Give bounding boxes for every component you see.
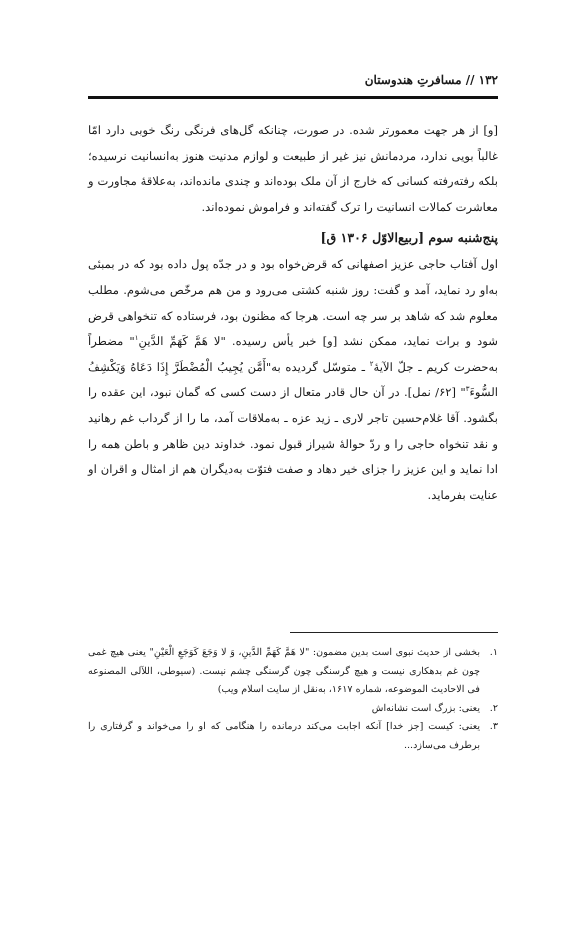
paragraph-2	[88, 252, 498, 508]
footnote-number: ۳.	[489, 721, 498, 732]
paragraph-2-part-3: ـ متوسّل گردیده به"أَمَّن یُجِیبُ الْمُضْطَرَّ إِذَا دَعَاهُ وَیَکْشِفُ السُّوءَ	[88, 359, 498, 400]
footnote-text: یعنی: کیست [جز خدا] آنکه اجابت می‌کند درمانده را هنگامی که او را می‌خواند و گرفتاری را برطرف می‌سازد...	[88, 721, 480, 751]
running-header: ۱۳۲ // مسافرتِ هندوستان	[364, 73, 498, 87]
paragraph-1: [و] از هر جهت معمورتر شده. در صورت، چنانکه گل‌های فرنگی رنگ خوبی دارد امّا غالباً بویی ندارد، مردمانش نیز غیر از طبیعت و لوازم مدنیت هنوز به‌انسانیت نرسیده؛ بلکه رفته‌رفته کسانی که خارج از آن ملک بوده‌اند و چندی مانده‌اند، به‌علاقهٔ مجاورت و معاشرت کمالات انسانیت را ترک گفته‌اند و فراموش نموده‌اند.	[88, 123, 498, 214]
footnote-rule	[290, 632, 498, 633]
paragraph-2-part-1: اول آفتاب حاجی عزیز اصفهانی که قرض‌خواه بود و در جدّه پول داده بود که در بمبئی به‌او رد نماید، آمد و گفت: روز شنبه کشتی می‌رود و من هم مرخّص می‌شوم. مطلب معلوم شد که شاهد بر سر چه است. هرجا که مظنون بود، فرستاده که تنخواهی قرض شود و برات نماید، ممکن نشد [و] خبر یأس رسیده. "لا هَمَّ کَهَمِّ الدَّینِ	[88, 257, 498, 349]
paragraph-2-part-2: " مضطراً به‌حضرت کریم ـ جلّ الآیهٔ	[88, 334, 498, 374]
footnote-number: ۱.	[489, 647, 498, 658]
main-text	[88, 118, 498, 508]
footnote-2	[88, 700, 498, 719]
footnote-3	[88, 718, 498, 755]
footnote-1	[88, 644, 498, 700]
footnote-ref-2: ۲	[369, 359, 374, 368]
header-rule	[88, 96, 498, 99]
footnote-number: ۲.	[489, 702, 498, 714]
footnote-ref-3: ۳	[465, 385, 470, 394]
footnotes-list	[88, 644, 498, 755]
footnote-text: بخشی از حدیث نبوی است بدین مضمون: "لا هَمَّ کَهَمِّ الدَّینِ، وَ لا وَجَعَ کَوَجَعِ الْعَیْنِ" یعنی هیچ غمی چون غم بدهکاری نیست و هیچ گرسنگی چون گرسنگی چشم نیست. (سیوطی، اللآلی المصنوعه فی الاحادیث الموضوعه، شماره ۱۶۱۷، به‌نقل از سایت اسلام ویب)	[88, 647, 480, 695]
section-heading: پنج‌شنبه سوم [ربیع‌الاوّل ۱۳۰۶ ق]	[320, 230, 498, 246]
paragraph-2-part-4: " [۶۲/ نمل]. در آن حال قادر متعال از دست کسی که گمان نبود، این عقده را بگشود. آقا غلام‌حسین تاجر لاری ـ زید عزه ـ به‌ملاقات آمد، ما را از گرداب غم رهانید و نقد تنخواه حاجی را و ردّ حوالهٔ شیراز قبول نمود. خداوند دین ظاهر و باطن همه را ادا نماید و این عزیز را جزای خیر دهاد و صفت فتوّت به‌دیگران هم از امثال و اقران او عنایت بفرماید.	[88, 385, 498, 502]
footnote-ref-1: ۱	[134, 334, 139, 343]
book-page	[88, 0, 498, 950]
footnote-text: یعنی: بزرگ است نشانه‌اش	[371, 702, 480, 714]
